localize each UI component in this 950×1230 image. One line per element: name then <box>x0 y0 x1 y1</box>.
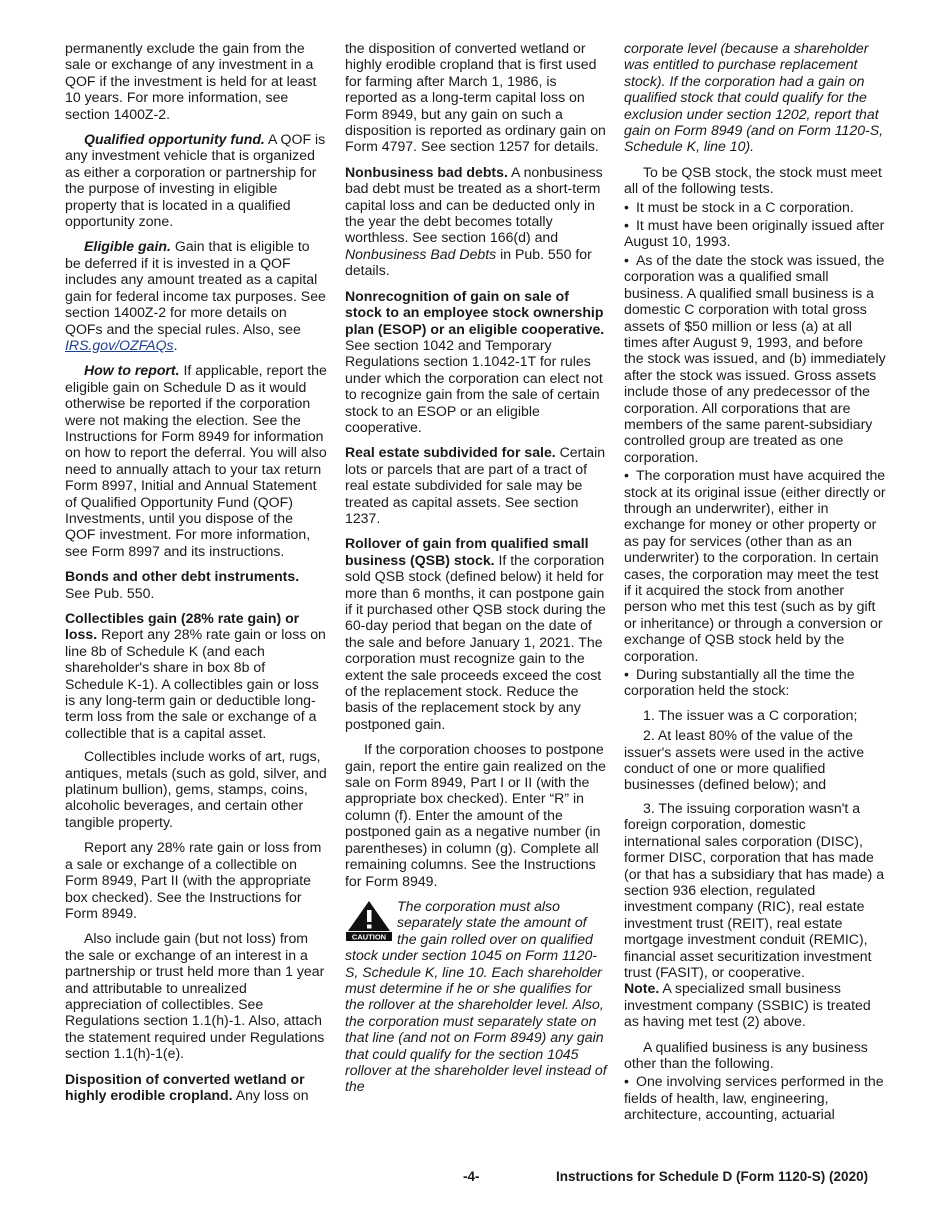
list-item-text: One involving services performed in the fields of health, law, engineering, architecture, accounting, actuarial <box>624 1073 884 1123</box>
paragraph: To be QSB stock, the stock must meet all of the following tests. <box>624 163 882 197</box>
section-heading: Real estate subdivided for sale. <box>345 444 556 461</box>
bullet-icon: • <box>624 251 629 268</box>
section-heading: Collectibles gain (28% rate gain) or loss. <box>65 610 300 643</box>
run-in-heading: Qualified opportunity fund. <box>84 131 265 148</box>
text-column-middle <box>345 40 607 1104</box>
paragraph-text: Gain that is eligible to be deferred if it is invested in a QOF includes any amount treated as a capital gain for federal income tax purposes. See section 1400Z-2 for more details on QOFs and the special rules. Also, see <box>65 238 326 337</box>
list-item <box>624 252 886 465</box>
paragraph-text: A QOF is any investment vehicle that is organized as either a corporation or partnership for the purpose of investing in eligible property that is located in a qualified opportunity zone. <box>65 131 326 230</box>
list-item <box>624 467 886 664</box>
paragraph-text: Certain lots or parcels that are part of a tract of real estate subdivided for sale may be treated as capital assets. See section 1237. <box>345 444 606 526</box>
paragraph-how-to-report <box>65 362 327 559</box>
paragraph-text: Any loss on <box>232 1086 309 1103</box>
note-label: Note. <box>624 980 660 997</box>
section-heading: Nonrecognition of gain on sale of stock to an employee stock ownership plan (ESOP) or an eligible cooperative. <box>345 287 605 337</box>
section-heading: Rollover of gain from qualified small business (QSB) stock. <box>345 535 589 568</box>
paragraph: If the corporation chooses to postpone gain, report the entire gain realized on the sale on Form 8949, Part I or II (with the appropriate box checked). Enter “R” in column (f). Enter the amount of the postponed gain as a negative number (in parentheses) in column (g). Complete all remaining columns. See the Instructions for Form 8949. <box>345 741 606 889</box>
paragraph-note <box>624 980 886 1029</box>
paragraph-nonbusiness-bad-debts <box>345 164 607 279</box>
page-footer <box>0 1169 950 1187</box>
paragraph: Collectibles include works of art, rugs, antiques, metals (such as gold, silver, and platinum bullion), gems, stamps, coins, alcoholic beverages, and certain other tangible property. <box>65 748 327 830</box>
paragraph-text: A specialized small business investment company (SSBIC) is treated as having met test (2) above. <box>624 980 871 1030</box>
paragraph-text: If applicable, report the eligible gain on Schedule D as it would otherwise be reported if the corporation were not making the election. See the Instructions for Form 8949 for information on how to report the deferral. You will also need to annually attach to your tax return Form 8997, Initial and Annual Statement of Qualified Opportunity Fund (QOF) Investments, until you dispose of the QOF investment. For more information, see Form 8997 and its instructions. <box>65 362 327 559</box>
paragraph: permanently exclude the gain from the sale or exchange of any investment in a QOF if the investment is held for at least 10 years. For more information, see section 1400Z-2. <box>65 40 317 122</box>
paragraph-qsb-rollover <box>345 535 607 732</box>
numbered-item: 3. The issuing corporation wasn't a foreign corporation, domestic international sales corporation (DISC), former DISC, corporation that has made (or that has a subsidiary that has made) a section 936 election, regulated investment company (RIC), real estate investment trust (REIT), real estate mortgage investment conduit (REMIC), financial asset securitization investment trust (FASIT), or cooperative. <box>624 799 885 980</box>
paragraph-bonds <box>65 568 327 601</box>
paragraph-esop <box>345 288 607 436</box>
bullet-icon: • <box>624 198 629 215</box>
paragraph-eligible-gain <box>65 238 327 353</box>
paragraph-text: Report any 28% rate gain or loss on line 8b of Schedule K (and each shareholder's share in box 8b of Schedule K-1). A collectibles gain or loss is any long-term gain or deductible long-term loss from the sale or exchange of a collectible that is a capital asset. <box>65 626 326 741</box>
list-item <box>624 217 886 250</box>
caution-text: The corporation must also separately state the amount of the gain rolled over on qualified stock under section 1045 on Form 1120-S, Schedule K, line 10. Each shareholder must determine if he or she qualifies for the rollover at the shareholder level. Also, the corporation must separately state on that line (and not on Form 8949) any gain that could qualify for the section 1045 rollover at the shareholder level instead of the <box>345 897 607 1095</box>
numbered-item: 2. At least 80% of the value of the issuer's assets were used in the active conduct of one or more qualified businesses (defined below); and <box>624 727 865 793</box>
bullet-icon: • <box>624 217 629 234</box>
section-heading: Disposition of converted wetland or highly erodible cropland. <box>65 1070 305 1103</box>
list-item-text: As of the date the stock was issued, the corporation was a qualified small business. A qualified small business is a domestic C corporation with total gross assets of $50 million or less (a) at all times after August 9, 1993, and before the stock was issued, and (b) immediately after the stock was issued. Gross assets include those of any predecessor of the corporation. All corporations that are members of the same parent-subsidiary controlled group are treated as one corporation. <box>624 251 886 465</box>
list-item-text: It must be stock in a C corporation. <box>636 198 854 215</box>
caution-note <box>345 898 607 1095</box>
paragraph: Report any 28% rate gain or loss from a sale or exchange of a collectible on Form 8949, Part II (with the appropriate box checked). See the Instructions for Form 8949. <box>65 839 322 921</box>
bullet-icon: • <box>624 1073 629 1090</box>
list-item-text: During substantially all the time the corporation held the stock: <box>624 666 855 699</box>
publication-reference: Nonbusiness Bad Debts <box>345 245 497 262</box>
paragraph-qualified-opportunity-fund <box>65 131 327 229</box>
paragraph-text: in Pub. 550 for details. <box>345 245 592 279</box>
paragraph-text: See section 1042 and Temporary Regulations section 1.1042-1T for rules under which the corporation can elect not to recognize gain from the sale of certain stock to an ESOP or an eligible cooperative. <box>345 336 603 435</box>
paragraph-text: . <box>173 336 178 353</box>
section-heading: Nonbusiness bad debts. <box>345 163 508 180</box>
paragraph-text: A nonbusiness bad debt must be treated as a short-term capital loss and can be deducted only in the year the debt becomes totally worthless. See section 166(d) and <box>345 163 603 246</box>
list-item <box>624 199 886 215</box>
caution-icon <box>345 900 393 942</box>
numbered-item: 1. The issuer was a C corporation; <box>643 706 858 723</box>
list-item-text: It must have been originally issued after August 10, 1993. <box>624 217 885 250</box>
list-item-text: The corporation must have acquired the stock at its original issue (either directly or through an underwriter), either in exchange for money or other property or as pay for services (other than as an underwriter) to the corporation. In certain cases, the corporation may meet the test if it acquired the stock from another person who met this test (such as by gift or inheritance) or through a conversion or exchange of QSB stock held by the corporation. <box>624 467 886 664</box>
paragraph-disposition <box>65 1071 327 1104</box>
paragraph: A qualified business is any business other than the following. <box>624 1038 868 1071</box>
section-heading: Bonds and other debt instruments. <box>65 568 300 585</box>
list-item <box>624 666 886 699</box>
list-item <box>624 1073 886 1122</box>
caution-label: CAUTION <box>351 932 387 942</box>
paragraph-real-estate <box>345 444 607 526</box>
bullet-icon: • <box>624 666 629 683</box>
run-in-heading: Eligible gain. <box>84 238 171 255</box>
paragraph: corporate level (because a shareholder was entitled to purchase replacement stock). If the corporation had a gain on qualified stock that could qualify for the exclusion under section 1202, report that gain on Form 8949 (and on Form 1120-S, Schedule K, line 10). <box>624 40 884 155</box>
paragraph-text: If the corporation sold QSB stock (defined below) it held for more than 6 months, it can postpone gain if it purchased other QSB stock during the 60-day period that began on the date of the sale and before January 1, 2021. The corporation must recognize gain to the extent the sale proceeds exceed the cost of the replacement stock. Reduce the basis of the replacement stock by any postponed gain. <box>345 551 606 732</box>
paragraph-text: See Pub. 550. <box>65 584 155 601</box>
ozfaqs-link[interactable]: IRS.gov/OZFAQs <box>65 336 174 353</box>
footer-title: Instructions for Schedule D (Form 1120-S) (2020) <box>556 1169 869 1184</box>
paragraph-collectibles <box>65 610 327 741</box>
text-column-left <box>65 40 327 1112</box>
text-column-right <box>624 40 886 1125</box>
bullet-icon: • <box>624 467 629 484</box>
page-number: -4- <box>463 1169 480 1184</box>
paragraph: the disposition of converted wetland or highly erodible cropland that is first used for farming after March 1, 1986, is reported as a long-term capital loss on Form 8949, but any gain on such a disposition is reported as ordinary gain on Form 4797. See section 1257 for details. <box>345 40 606 155</box>
run-in-heading: How to report. <box>84 362 180 379</box>
paragraph: Also include gain (but not loss) from the sale or exchange of an interest in a partnership or trust held more than 1 year and attributable to unrealized appreciation of collectibles. See Regulations section 1.1(h)-1. Also, attach the statement required under Regulations section 1.1(h)-1(e). <box>65 930 325 1062</box>
